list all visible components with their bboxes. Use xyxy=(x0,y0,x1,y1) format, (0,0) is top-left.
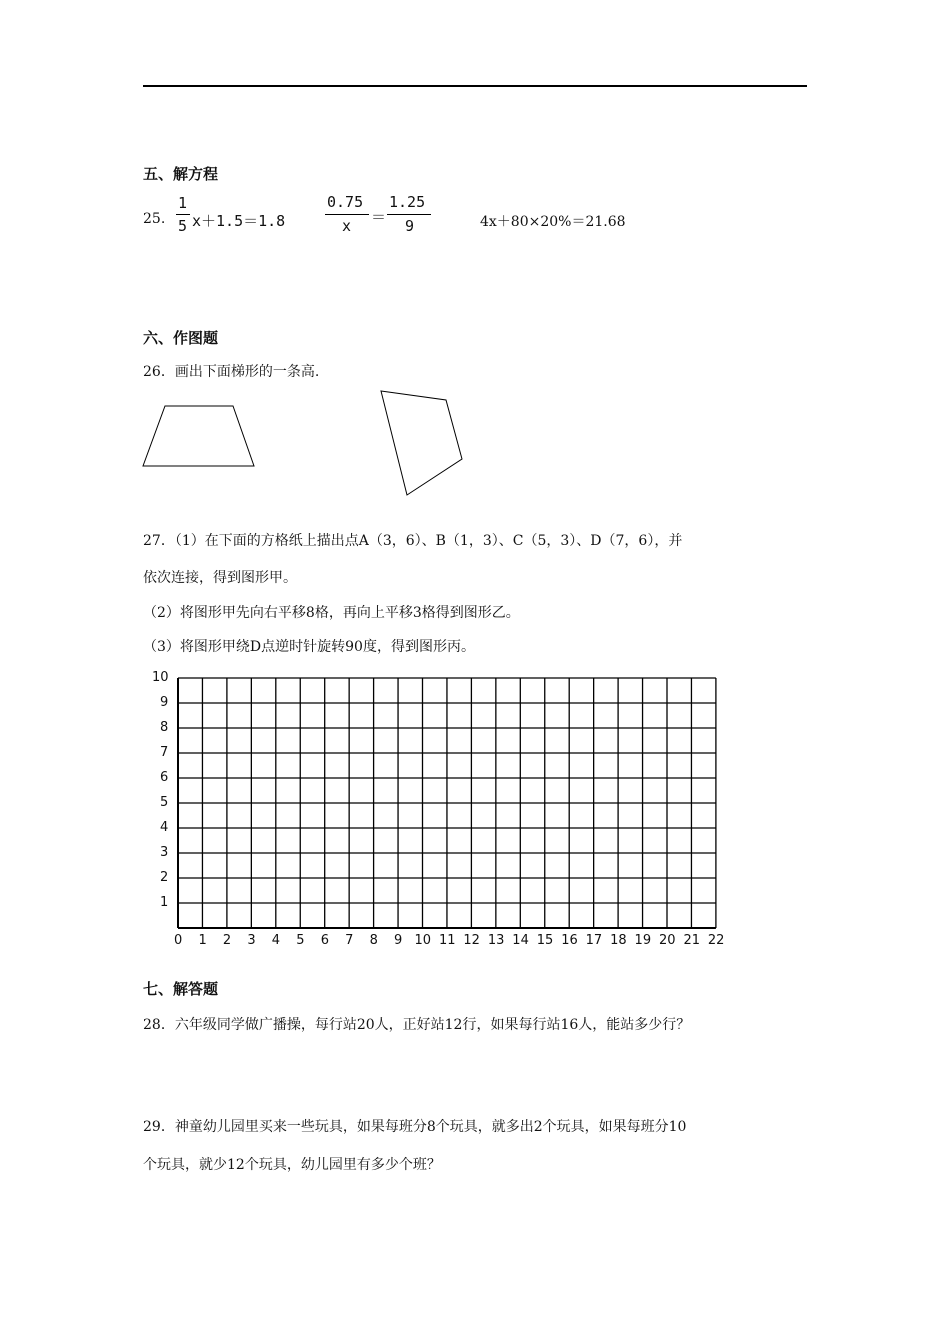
grid-y-tick-label: 9 xyxy=(160,695,169,710)
question-27-line1: 27．（1）在下面的方格纸上描出点A（3，6）、B（1，3）、C（5，3）、D（7，6），并 xyxy=(143,533,683,549)
grid-y-tick-label: 1 xyxy=(160,895,169,910)
grid-x-tick-label: 17 xyxy=(585,933,603,948)
question-27-part3: （3）将图形甲绕D点逆时针旋转90度，得到图形丙。 xyxy=(143,639,475,655)
grid-x-tick-label: 1 xyxy=(198,933,207,948)
grid-x-tick-label: 7 xyxy=(345,933,354,948)
section-title-drawing: 六、作图题 xyxy=(143,329,219,347)
question-29-line1: 29．神童幼儿园里买来一些玩具，如果每班分8个玩具，就多出2个玩具，如果每班分10 xyxy=(143,1119,687,1135)
eq2-left-denominator: x xyxy=(342,217,352,235)
grid-x-tick-label: 10 xyxy=(414,933,432,948)
eq2-left-numerator: 0.75 xyxy=(327,193,364,211)
eq1-denominator: 5 xyxy=(178,217,188,235)
equation-3: 4x＋80×20%＝21.68 xyxy=(480,214,626,230)
grid-x-tick-label: 3 xyxy=(247,933,256,948)
grid-x-tick-label: 9 xyxy=(394,933,403,948)
eq1-rest: x＋1.5＝1.8 xyxy=(192,212,286,230)
section-title-answers: 七、解答题 xyxy=(143,980,219,998)
grid-y-tick-label: 10 xyxy=(152,670,169,685)
grid-x-tick-label: 18 xyxy=(610,933,627,948)
question-26: 26．画出下面梯形的一条高. xyxy=(143,364,320,380)
grid-x-tick-label: 11 xyxy=(438,933,456,948)
grid-y-tick-label: 6 xyxy=(160,770,169,785)
grid-x-tick-label: 19 xyxy=(634,933,652,948)
eq2-equals: ＝ xyxy=(371,208,387,226)
question-27-line2: 依次连接，得到图形甲。 xyxy=(143,570,297,586)
grid-x-tick-label: 21 xyxy=(683,933,700,948)
eq2-right-numerator: 1.25 xyxy=(389,193,426,211)
grid-x-tick-label: 12 xyxy=(463,933,480,948)
grid-x-tick-label: 6 xyxy=(320,933,329,948)
grid-x-tick-label: 8 xyxy=(369,933,378,948)
grid-y-tick-label: 7 xyxy=(160,745,169,760)
eq1-numerator: 1 xyxy=(178,194,188,212)
question-25-number: 25. xyxy=(143,211,166,227)
grid-y-tick-label: 3 xyxy=(160,845,169,860)
question-28: 28．六年级同学做广播操，每行站20人，正好站12行，如果每行站16人，能站多少行？ xyxy=(143,1017,691,1033)
grid-x-tick-label: 2 xyxy=(222,933,232,948)
grid-y-tick-label: 2 xyxy=(160,870,169,885)
grid-x-tick-label: 20 xyxy=(659,933,676,948)
grid-x-tick-label: 0 xyxy=(174,933,183,948)
grid-x-tick-label: 4 xyxy=(271,933,281,948)
question-29-line2: 个玩具，就少12个玩具，幼儿园里有多少个班？ xyxy=(143,1157,441,1173)
question-27-part2: （2）将图形甲先向右平移8格，再向上平移3格得到图形乙。 xyxy=(143,605,520,621)
grid-y-tick-label: 8 xyxy=(160,720,169,735)
grid-x-tick-label: 13 xyxy=(487,933,505,948)
grid-x-tick-label: 14 xyxy=(512,933,529,948)
grid-y-tick-label: 4 xyxy=(160,820,169,835)
grid-x-tick-label: 22 xyxy=(707,933,725,948)
grid-x-tick-label: 16 xyxy=(561,933,578,948)
grid-x-tick-label: 15 xyxy=(536,933,554,948)
section-title-equations: 五、解方程 xyxy=(143,165,219,183)
eq2-right-denominator: 9 xyxy=(405,217,415,235)
grid-x-tick-label: 5 xyxy=(296,933,305,948)
grid-y-tick-label: 5 xyxy=(160,795,169,810)
